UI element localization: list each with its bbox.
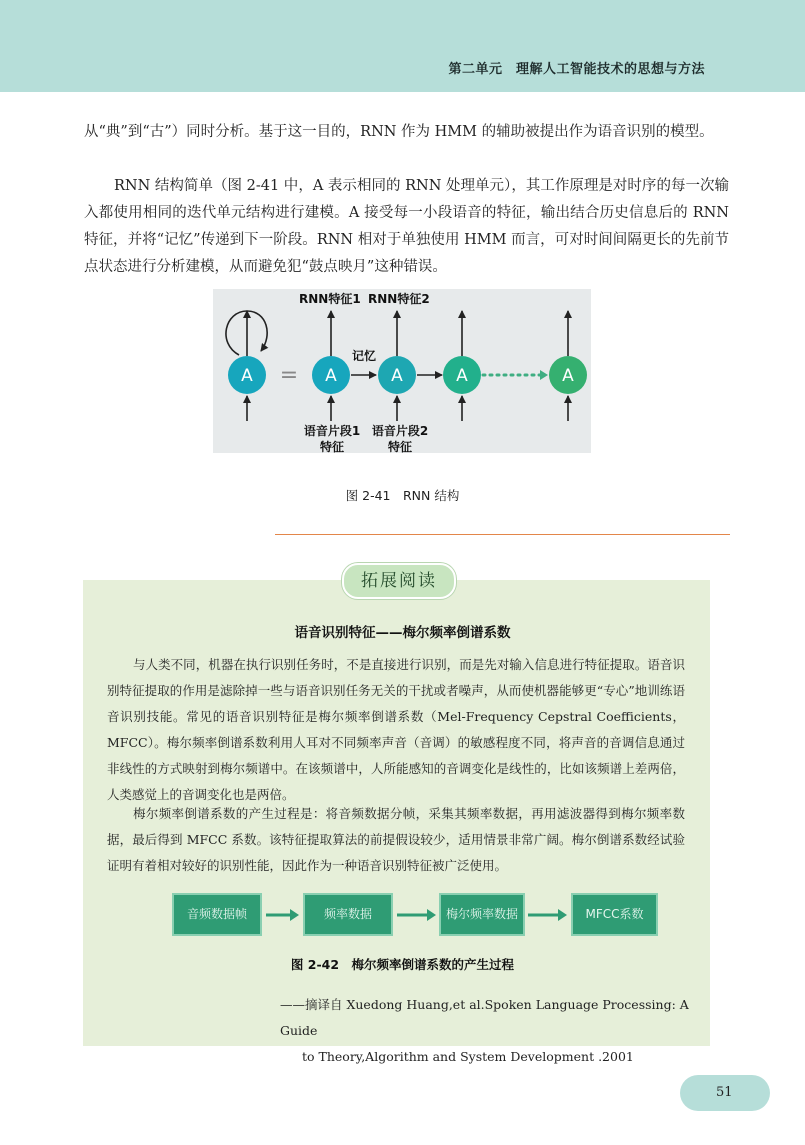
flow-arrow-icon: [266, 906, 300, 924]
input-label-2-line1: 语音片段2: [371, 424, 429, 438]
input-label-2: [365, 423, 435, 455]
citation: [280, 992, 700, 1070]
node-label: A: [456, 366, 468, 386]
flow-step-audio-frames: 音频数据帧: [172, 893, 262, 936]
node-label: A: [391, 366, 403, 386]
dotted-arrowhead: [540, 370, 548, 380]
body-paragraph-2: RNN 结构简单（图 2-41 中，A 表示相同的 RNN 处理单元），其工作原理是对时序的每一次输入都使用相同的迭代单元结构进行建模。A 接受每一小段语音的特征，输出结合历史信息后的 RNN 特征，并将“记忆”传递到下一阶段。RNN 相对于单独使用 HMM 而言，可对时间间隔更长的先前节点状态进行分析建模，从而避免犯“鼓点映月”这种错误。: [84, 178, 729, 275]
extended-reading-tag: 拓展阅读: [342, 563, 456, 599]
flow-arrow-icon: [528, 906, 568, 924]
output-label-2: RNN特征2: [368, 292, 430, 306]
node-label: A: [241, 366, 253, 386]
equals-sign: =: [279, 363, 299, 388]
rnn-structure-figure: [213, 289, 591, 453]
header-band: [0, 0, 805, 92]
flow-arrow-icon: [397, 906, 437, 924]
figure-2-41-caption: 图 2-41 RNN 结构: [345, 488, 460, 503]
body-paragraph-1: 从“典”到“古”）同时分析。基于这一目的，RNN 作为 HMM 的辅助被提出作为语音识别的模型。: [84, 124, 714, 140]
reading-paragraph-1: 与人类不同，机器在执行识别任务时，不是直接进行识别，而是先对输入信息进行特征提取。语音识别特征提取的作用是滤除掉一些与语音识别任务无关的干扰或者噪声，从而使机器能够更“专心”地训练语音识别技能。常见的语音识别特征是梅尔频率倒谱系数（Mel-Frequency Cepstral Coefficients，MFCC）。梅尔频率倒谱系数利用人耳对不同频率声音（音调）的敏感程度不同，将声音的音调信息通过非线性的方式映射到梅尔频谱中。在该频谱中，人所能感知的音调变化是线性的，比如该频谱上差两倍，人类感觉上的音调变化也是两倍。: [107, 657, 685, 802]
reading-paragraph-2: 梅尔频率倒谱系数的产生过程是：将音频数据分帧，采集其频率数据，再用滤波器得到梅尔频率数据，最后得到 MFCC 系数。该特征提取算法的前提假设较少，适用情景非常广阔。梅尔倒谱系数经试验证明有着相对较好的识别性能，因此作为一种语音识别特征被广泛使用。: [107, 806, 685, 873]
reading-title: 语音识别特征——梅尔频率倒谱系数: [294, 625, 511, 641]
input-label-1-line1: 语音片段1: [303, 424, 361, 438]
input-label-1-line2: 特征: [319, 440, 344, 454]
flow-step-mfcc: MFCC系数: [571, 893, 658, 936]
memory-label: 记忆: [352, 349, 377, 363]
citation-line-2: to Theory,Algorithm and System Development .2001: [302, 1049, 634, 1064]
output-label-1: RNN特征1: [299, 292, 361, 306]
node-label: A: [562, 366, 574, 386]
figure-2-42-caption: 图 2-42 梅尔频率倒谱系数的产生过程: [290, 957, 515, 972]
input-label-1: [297, 423, 367, 455]
flow-step-frequency-data: 频率数据: [303, 893, 393, 936]
node-label: A: [325, 366, 337, 386]
citation-line-1: ——摘译自 Xuedong Huang,et al.Spoken Language Processing: A Guide: [280, 997, 689, 1038]
input-label-2-line2: 特征: [387, 440, 412, 454]
section-divider: [275, 534, 730, 535]
unit-title: 第二单元 理解人工智能技术的思想与方法: [448, 62, 705, 77]
flow-step-mel-frequency-data: 梅尔频率数据: [439, 893, 525, 936]
page-number: 51: [716, 1085, 733, 1100]
